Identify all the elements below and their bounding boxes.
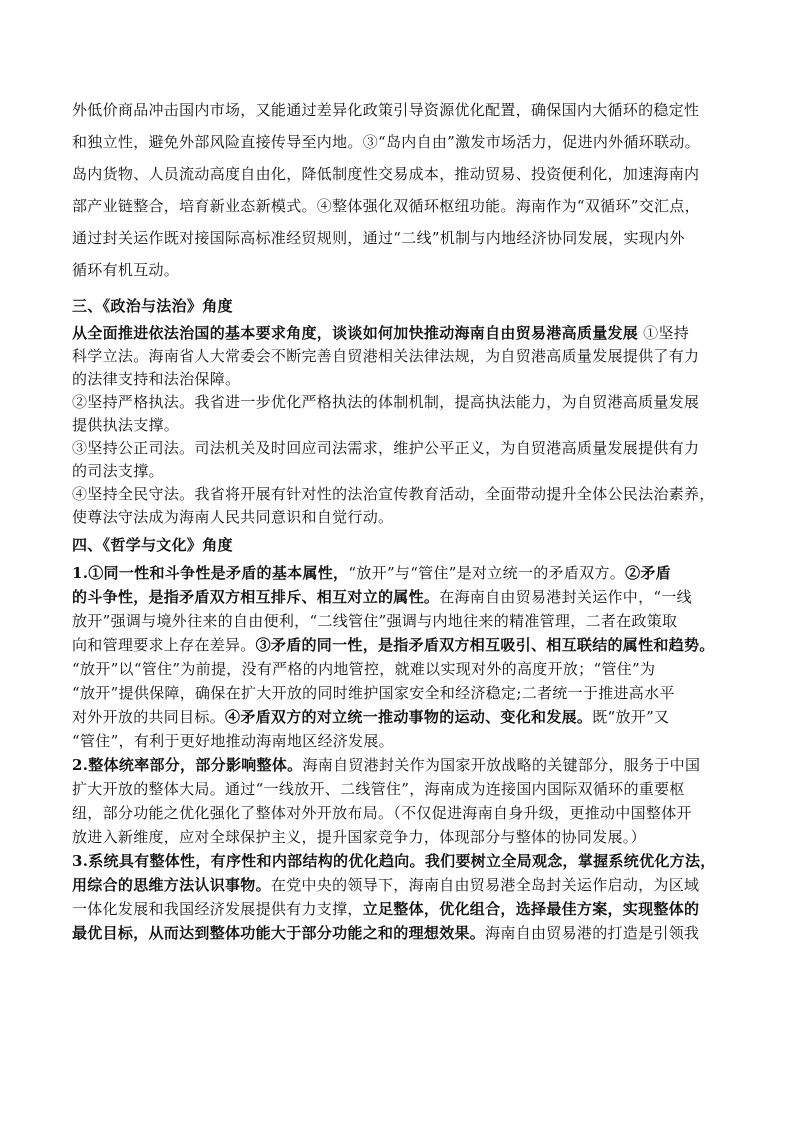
text-line: 放开”强调与境外往来的自由便利，“二线管住”强调与内地往来的精准管理，二者在政策取 bbox=[72, 612, 678, 630]
normal-text: 在海南自由贸易港封关运作中，“一线 bbox=[439, 588, 692, 606]
text-line: 循环有机互动。 bbox=[72, 261, 180, 279]
text-line: “管住”，有利于更好地推动海南地区经济发展。 bbox=[72, 732, 394, 750]
text-line bbox=[72, 753, 728, 777]
text-line: 外低价商品冲击国内市场，又能通过差异化政策引导资源优化配置，确保国内大循环的稳定性 bbox=[72, 101, 700, 119]
bold-text: 用综合的思维方法认识事物。 bbox=[72, 876, 271, 894]
point-2 bbox=[72, 753, 728, 849]
bold-text: ②矛盾 bbox=[625, 564, 671, 582]
question-rest: ①坚持 bbox=[638, 324, 690, 342]
text-line: “放开”提供保障，确保在扩大开放的同时维护国家安全和经济稳定;二者统一于推进高水平 bbox=[72, 684, 675, 702]
bold-text: 立足整体，优化组合，选择最佳方案，实现整体的 bbox=[362, 900, 700, 918]
text-line: 扩大开放的整体大局。通过“一线放开、二线管住”，海南成为连接国内国际双循环的重要枢 bbox=[72, 780, 685, 798]
bold-text: 1.①同一性和斗争性是矛盾的基本属性， bbox=[72, 564, 349, 582]
text-line bbox=[72, 561, 728, 585]
bold-text: ④矛盾双方的对立统一推动事物的运动、变化和发展。 bbox=[225, 708, 593, 726]
text-line: 的司法支撑。 bbox=[72, 462, 164, 480]
point-3 bbox=[72, 849, 728, 945]
question-line bbox=[72, 322, 728, 345]
text-line: “放开”以“管住”为前提，没有严格的内地管控，就难以实现对外的高度开放；“管住”为 bbox=[72, 660, 656, 678]
text-line: 的法律支持和法治保障。 bbox=[72, 370, 241, 388]
normal-text: 海南自由贸易港的打造是引领我 bbox=[485, 924, 700, 942]
text-line: ②坚持严格执法。我省进一步优化严格执法的体制机制，提高执法能力，为自贸港高质量发展 bbox=[72, 393, 700, 411]
question-bold: 从全面推进依法治国的基本要求角度，谈谈如何加快推动海南自由贸易港高质量发展 bbox=[72, 324, 639, 342]
text-line: 通过封关运作既对接国际高标准经贸规则，通过“二线”机制与内地经济协同发展，实现内外 bbox=[72, 229, 685, 247]
text-line: 部产业链整合，培育新业态新模式。④整体强化双循环枢纽功能。海南作为“双循环”交汇点， bbox=[72, 197, 700, 215]
text-line: ③坚持公正司法。司法机关及时回应司法需求，维护公平正义，为自贸港高质量发展提供有力 bbox=[72, 439, 700, 457]
text-line bbox=[72, 585, 728, 609]
normal-text: 既“放开”又 bbox=[592, 708, 670, 726]
text-line: 提供执法支撑。 bbox=[72, 416, 180, 434]
bold-text: 3.系统具有整体性，有序性和内部结构的优化趋向。我们要树立全局观念，掌握系统优化方法， bbox=[72, 852, 716, 870]
bold-text: 的斗争性，是指矛盾双方相互排斥、相互对立的属性。 bbox=[72, 588, 440, 606]
normal-text: 对外开放的共同目标。 bbox=[72, 708, 226, 726]
bold-text: 2.整体统率部分，部分影响整体。 bbox=[72, 756, 303, 774]
text-line: 使尊法守法成为海南人民共同意识和自觉行动。 bbox=[72, 508, 394, 526]
normal-text: 向和管理要求上存在差异。 bbox=[72, 636, 256, 654]
normal-text: 海南自贸港封关作为国家开放战略的关键部分，服务于中国 bbox=[302, 756, 701, 774]
section-heading-philosophy-culture: 四、《哲学与文化》角度 bbox=[72, 536, 233, 554]
politics-law-section bbox=[72, 322, 728, 529]
bold-text: 最优目标，从而达到整体功能大于部分功能之和的理想效果。 bbox=[72, 924, 486, 942]
text-line: 岛内货物、人员流动高度自由化，降低制度性交易成本，推动贸易、投资便利化，加速海南内 bbox=[72, 165, 700, 183]
text-line: ④坚持全民守法。我省将开展有针对性的法治宣传教育活动，全面带动提升全体公民法治素养， bbox=[72, 485, 715, 503]
point-1 bbox=[72, 561, 728, 753]
text-line bbox=[72, 921, 728, 945]
section-heading-politics-law: 三、《政治与法治》角度 bbox=[72, 297, 233, 315]
text-line bbox=[72, 705, 728, 729]
text-line bbox=[72, 633, 728, 657]
bold-text: ③矛盾的同一性，是指矛盾双方相互吸引、相互联结的属性和趋势。 bbox=[255, 636, 715, 654]
text-line: 科学立法。海南省人大常委会不断完善自贸港相关法律法规，为自贸港高质量发展提供了有力 bbox=[72, 347, 700, 365]
text-line: 纽，部分功能之优化强化了整体对外开放布局。（不仅促进海南自身升级，更推动中国整体开 bbox=[72, 804, 692, 822]
text-line: 放进入新维度，应对全球保护主义，提升国家竞争力，体现部分与整体的协同发展。） bbox=[72, 828, 646, 846]
normal-text: 一体化发展和我国经济发展提供有力支撑， bbox=[72, 900, 363, 918]
text-line bbox=[72, 873, 728, 897]
normal-text: 在党中央的领导下，海南自由贸易港全岛封关运作启动，为区域 bbox=[270, 876, 700, 894]
document-page bbox=[72, 94, 728, 945]
text-line bbox=[72, 849, 728, 873]
text-line: 和独立性，避免外部风险直接传导至内地。③“岛内自由”激发市场活力，促进内外循环联动。 bbox=[72, 133, 700, 151]
normal-text: “放开”与“管住”是对立统一的矛盾双方。 bbox=[348, 564, 626, 582]
text-line bbox=[72, 897, 728, 921]
philosophy-culture-section bbox=[72, 561, 728, 945]
intro-paragraph bbox=[72, 94, 728, 286]
